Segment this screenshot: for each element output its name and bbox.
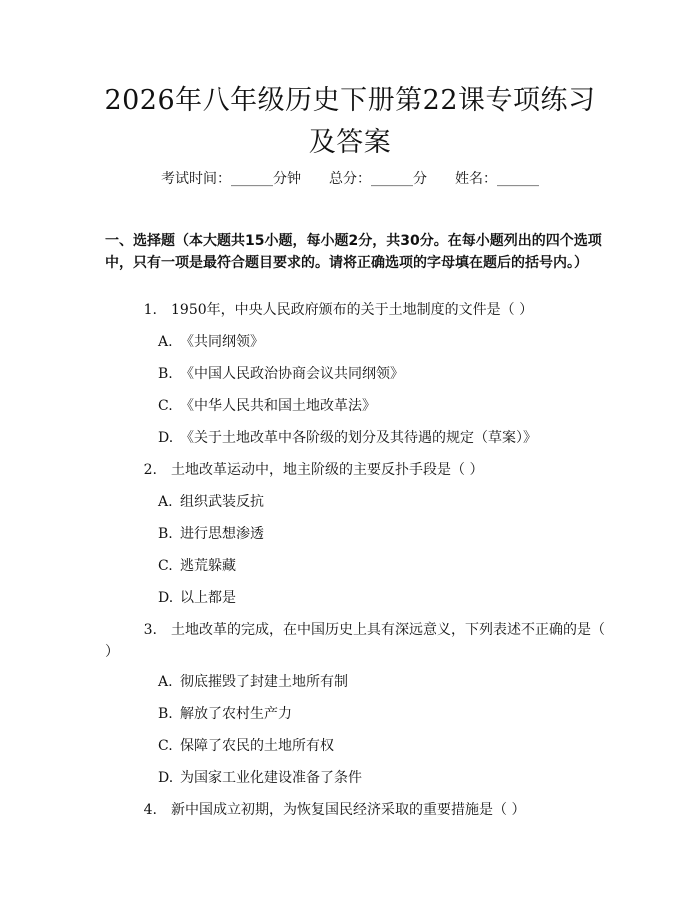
option-letter: A.: [158, 334, 173, 350]
question-text: 新中国成立初期，为恢复国民经济采取的重要措施是（ ）: [171, 802, 526, 818]
option-letter: B.: [158, 366, 173, 382]
option-2a: [158, 491, 598, 513]
option-text: 以上都是: [180, 590, 236, 606]
option-1b: [158, 363, 598, 385]
question-number: 2.: [143, 462, 157, 478]
question-number: 1.: [143, 302, 157, 318]
student-name-field: 姓名：______: [455, 171, 539, 187]
option-1c: [158, 395, 598, 417]
option-3a: [158, 671, 598, 693]
option-text: 进行思想渗透: [180, 526, 264, 542]
exam-time-field: 考试时间：______分钟: [161, 171, 301, 187]
total-score-field: 总分：______分: [329, 171, 427, 187]
option-1a: [158, 331, 598, 353]
question-4: [105, 799, 605, 821]
option-letter: A.: [158, 674, 173, 690]
option-letter: D.: [158, 770, 174, 786]
section-header-choice: 一、选择题（本大题共15小题，每小题2分，共30分。在每小题列出的四个选项中，只有一项是最符合题目要求的。请将正确选项的字母填在题后的括号内。）: [105, 233, 602, 271]
option-text: 逃荒躲藏: [180, 558, 236, 574]
option-2d: [158, 587, 598, 609]
option-letter: B.: [158, 526, 173, 542]
option-letter: A.: [158, 494, 173, 510]
option-2b: [158, 523, 598, 545]
page-title: 2026年八年级历史下册第22课专项练习及答案: [104, 85, 596, 158]
option-text: 解放了农村生产力: [180, 706, 292, 722]
option-3b: [158, 703, 598, 725]
option-text: 保障了农民的土地所有权: [180, 738, 334, 754]
option-2c: [158, 555, 598, 577]
option-letter: D.: [158, 430, 174, 446]
question-text: 土地改革的完成，在中国历史上具有深远意义，下列表述不正确的是（ ）: [105, 622, 605, 660]
option-text: 为国家工业化建设准备了条件: [180, 770, 362, 786]
option-letter: C.: [158, 558, 173, 574]
option-text: 彻底摧毁了封建土地所有制: [180, 674, 348, 690]
option-text: 《共同纲领》: [180, 334, 264, 350]
option-1d: [158, 427, 598, 449]
question-1: [105, 299, 605, 321]
question-text: 土地改革运动中，地主阶级的主要反扑手段是（ ）: [171, 462, 484, 478]
option-3c: [158, 735, 598, 757]
option-text: 《关于土地改革中各阶级的划分及其待遇的规定（草案）》: [180, 430, 537, 446]
option-letter: C.: [158, 398, 173, 414]
option-text: 《中华人民共和国土地改革法》: [180, 398, 376, 414]
question-number: 4.: [143, 802, 157, 818]
option-letter: D.: [158, 590, 174, 606]
exam-info-line: [0, 169, 700, 189]
option-3d: [158, 767, 598, 789]
question-number: 3.: [143, 622, 157, 638]
option-letter: B.: [158, 706, 173, 722]
option-text: 组织武装反抗: [180, 494, 264, 510]
question-3: [105, 619, 605, 663]
option-letter: C.: [158, 738, 173, 754]
option-text: 《中国人民政治协商会议共同纲领》: [180, 366, 404, 382]
question-text: 1950年，中央人民政府颁布的关于土地制度的文件是（ ）: [171, 302, 534, 318]
question-2: [105, 459, 605, 481]
